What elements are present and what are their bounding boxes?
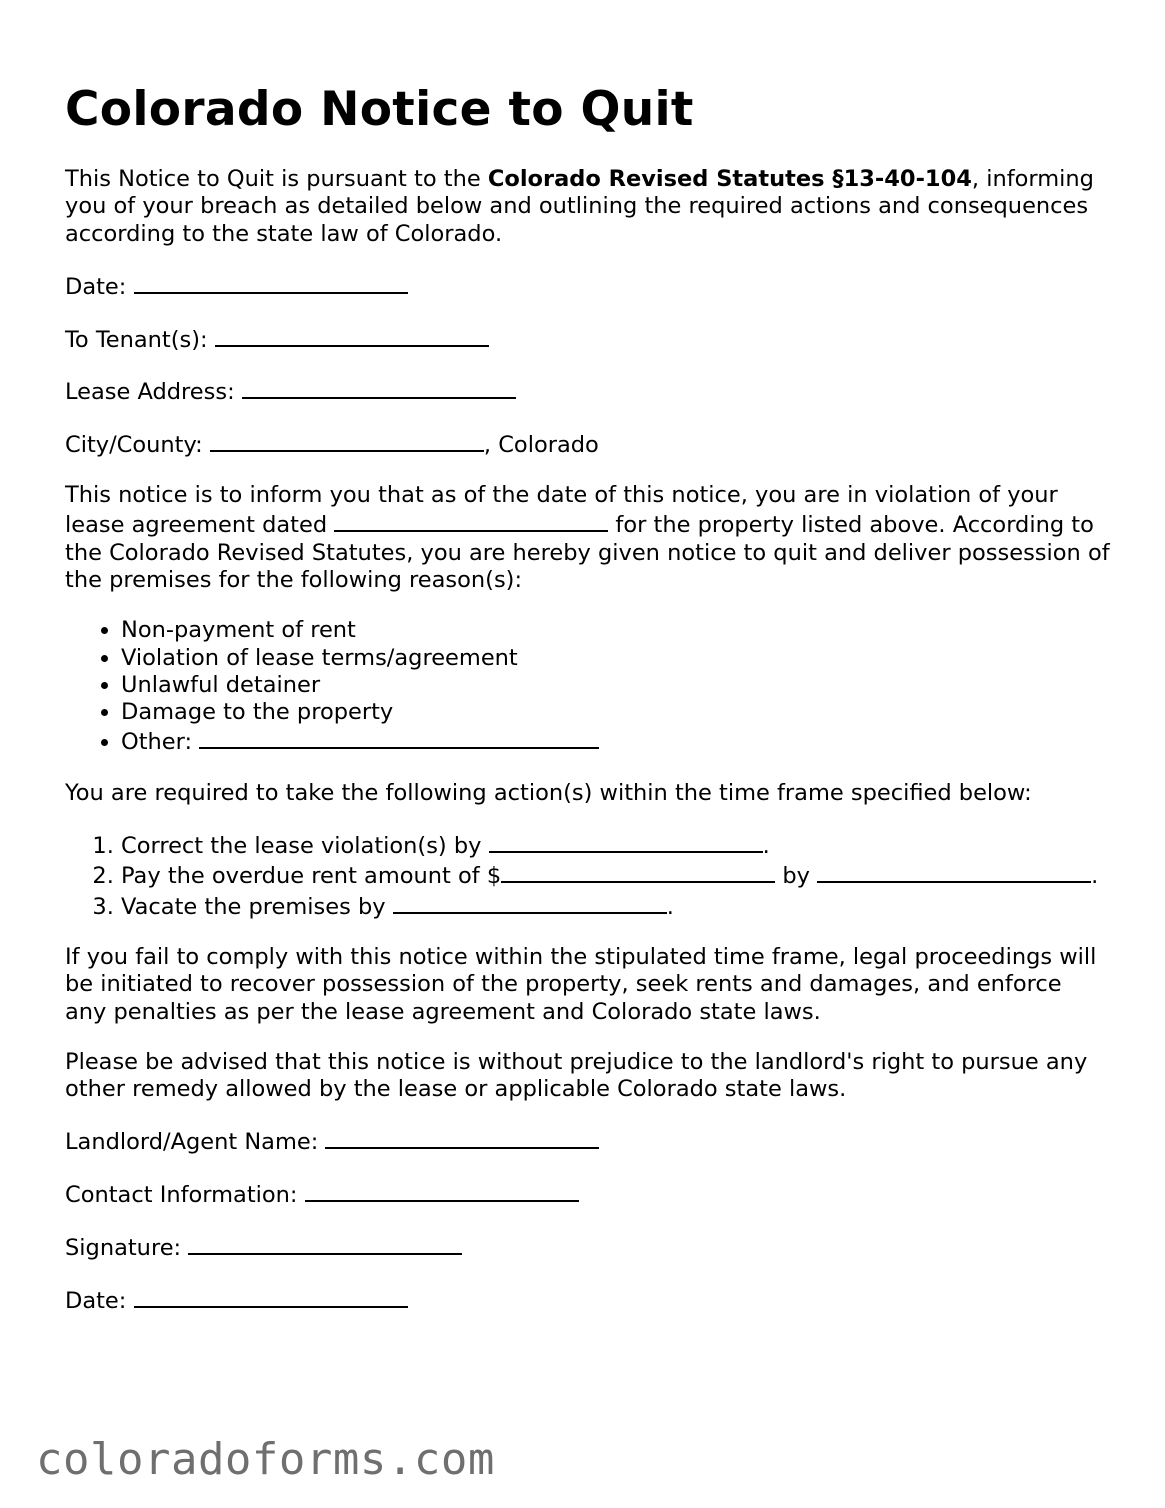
actions-list (65, 830, 1110, 921)
contact-label: Contact Information: (65, 1182, 305, 1209)
city-blank[interactable] (210, 429, 484, 452)
action-pay-text: Pay the overdue rent amount of $ (121, 863, 502, 890)
city-field (65, 429, 1110, 459)
date-label: Date: (65, 1287, 134, 1314)
reason-item: • Non-payment of rent (121, 617, 1110, 644)
tenant-field (65, 324, 1110, 354)
address-label: Lease Address: (65, 379, 242, 406)
action-pay-period: . (1091, 863, 1099, 890)
reason-item-other (121, 726, 1110, 756)
other-blank[interactable] (199, 726, 599, 749)
action-item (121, 891, 1110, 921)
notice-before: This notice is to inform you that as of the date of this notice, you are in violation of your lease agreement dated (65, 482, 1058, 539)
signature-field (65, 1232, 1110, 1262)
city-suffix: , Colorado (483, 432, 599, 459)
reason-item: • Unlawful detainer (121, 672, 1110, 699)
date-field-top (65, 271, 1110, 301)
address-field (65, 376, 1110, 406)
landlord-label: Landlord/Agent Name: (65, 1129, 326, 1156)
action-correct-period: . (762, 833, 770, 860)
contact-blank[interactable] (305, 1179, 579, 1202)
address-blank[interactable] (242, 376, 516, 399)
intro-before: This Notice to Quit is pursuant to the (65, 166, 488, 192)
date-label: Date: (65, 273, 134, 300)
correct-by-blank[interactable] (489, 830, 763, 853)
tenant-label: To Tenant(s): (65, 326, 215, 353)
signature-blank[interactable] (188, 1232, 462, 1255)
landlord-blank[interactable] (325, 1126, 599, 1149)
notice-paragraph (65, 482, 1110, 594)
action-vacate-period: . (666, 893, 674, 920)
action-pay-by: by (775, 863, 818, 890)
action-correct-text: Correct the lease violation(s) by (121, 833, 489, 860)
other-label: Other: (121, 729, 200, 756)
contact-field (65, 1179, 1110, 1209)
action-item (121, 860, 1110, 890)
statute-reference: Colorado Revised Statutes §13-40-104 (487, 166, 972, 192)
reason-item: • Damage to the property (121, 699, 1110, 726)
site-watermark: coloradoforms.com (36, 1434, 495, 1485)
actions-intro: You are required to take the following action(s) within the time frame specified below: (65, 779, 1032, 806)
action-vacate-text: Vacate the premises by (121, 893, 393, 920)
intro-paragraph (65, 166, 1110, 248)
advisory-paragraph: Please be advised that this notice is without prejudice to the landlord's right to pursue any other remedy allowed by the lease or applicable Colorado state laws. (65, 1048, 1088, 1103)
action-item (121, 830, 1110, 860)
reason-item: • Violation of lease terms/agreement (121, 645, 1110, 672)
tenant-blank[interactable] (215, 324, 489, 347)
date-field-bottom (65, 1285, 1110, 1315)
reasons-list (65, 617, 1110, 756)
document-title: Colorado Notice to Quit (65, 82, 694, 137)
intro-after: , informing you of your breach as detailed below and outlining the required actions and consequences according to the state law of Colorado. (65, 166, 1094, 247)
signature-label: Signature: (65, 1235, 189, 1262)
notice-document (65, 78, 1110, 1338)
lease-date-blank[interactable] (334, 509, 608, 532)
consequence-paragraph: If you fail to comply with this notice within the stipulated time frame, legal proceedings will be initiated to recover possession of the property, seek rents and damages, and enforce any penalties as per the lease agreement and Colorado state laws. (65, 943, 1097, 1025)
city-label: City/County: (65, 432, 210, 459)
date-blank[interactable] (134, 1285, 408, 1308)
rent-amount-blank[interactable] (501, 860, 775, 883)
landlord-field (65, 1126, 1110, 1156)
vacate-by-blank[interactable] (393, 891, 667, 914)
notice-after: for the property listed above. According to the Colorado Revised Statutes, you are hereby given notice to quit and deliver possession of the premises for the following reason(s): (65, 512, 1110, 593)
date-blank[interactable] (134, 271, 408, 294)
pay-by-blank[interactable] (817, 860, 1091, 883)
